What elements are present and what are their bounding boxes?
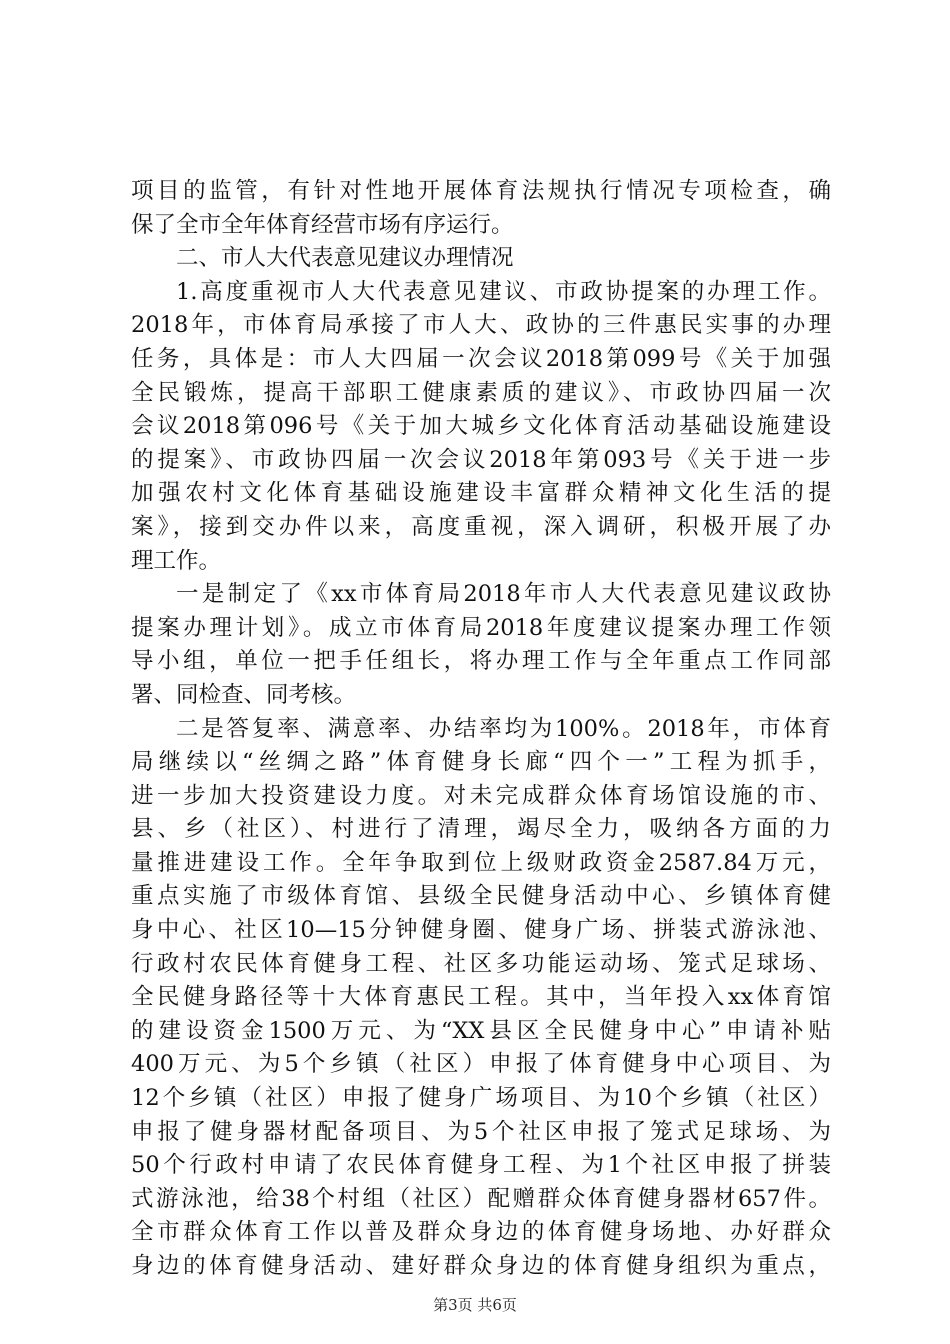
text-line: 项目的监管，有针对性地开展体育法规执行情况专项检查，确 bbox=[131, 178, 831, 204]
text-line: 2018年，市体育局承接了市人大、政协的三件惠民实事的办理 bbox=[131, 312, 831, 339]
text-line: 的提案》、市政协四届一次会议2018年第093号《关于进一步 bbox=[131, 446, 831, 473]
text-line: 提案办理计划》。成立市体育局2018年度建议提案办理工作领 bbox=[131, 614, 831, 641]
text-line: 理工作。 bbox=[131, 547, 222, 574]
text-line: 12个乡镇（社区）申报了健身广场项目、为10个乡镇（社区） bbox=[131, 1085, 831, 1112]
text-line: 局继续以“丝绸之路”体育健身长廊“四个一”工程为抓手， bbox=[131, 749, 831, 776]
text-line: 署、同检查、同考核。 bbox=[131, 681, 357, 708]
text-line: 会议2018第096号《关于加大城乡文化体育活动基础设施建设 bbox=[131, 413, 831, 440]
text-line: 一是制定了《xx市体育局2018年市人大代表意见建议政协 bbox=[176, 581, 831, 608]
text-line: 全市群众体育工作以普及群众身边的体育健身场地、办好群众 bbox=[131, 1219, 831, 1246]
text-line: 量推进建设工作。全年争取到位上级财政资金2587.84万元， bbox=[131, 849, 831, 876]
text-line: 全民锻炼，提高干部职工健康素质的建议》、市政协四届一次 bbox=[131, 379, 831, 406]
document-body bbox=[131, 175, 831, 1284]
text-line: 50个行政村申请了农民体育健身工程、为1个社区申报了拼装 bbox=[131, 1152, 831, 1179]
text-line: 身中心、社区10—15分钟健身圈、健身广场、拼装式游泳池、 bbox=[131, 917, 831, 944]
text-line: 保了全市全年体育经营市场有序运行。 bbox=[131, 211, 514, 238]
text-line: 二、市人大代表意见建议办理情况 bbox=[176, 245, 514, 272]
text-line: 1.高度重视市人大代表意见建议、市政协提案的办理工作。 bbox=[176, 278, 831, 305]
text-line: 400万元、为5个乡镇（社区）申报了体育健身中心项目、为 bbox=[131, 1051, 831, 1078]
text-line: 的建设资金1500万元、为“XX县区全民健身中心”申请补贴 bbox=[131, 1017, 831, 1044]
text-line: 行政村农民体育健身工程、社区多功能运动场、笼式足球场、 bbox=[131, 950, 831, 977]
text-line: 身边的体育健身活动、建好群众身边的体育健身组织为重点， bbox=[131, 1253, 831, 1279]
text-line: 二是答复率、满意率、办结率均为100%。2018年，市体育 bbox=[176, 715, 831, 742]
text-line: 县、乡（社区）、村进行了清理，竭尽全力，吸纳各方面的力 bbox=[131, 816, 831, 843]
text-line: 重点实施了市级体育馆、县级全民健身活动中心、乡镇体育健 bbox=[131, 883, 831, 910]
text-line: 任务，具体是：市人大四届一次会议2018第099号《关于加强 bbox=[131, 345, 831, 372]
text-line: 全民健身路径等十大体育惠民工程。其中，当年投入xx体育馆 bbox=[131, 984, 831, 1011]
text-line: 加强农村文化体育基础设施建设丰富群众精神文化生活的提 bbox=[131, 480, 831, 507]
text-line: 申报了健身器材配备项目、为5个社区申报了笼式足球场、为 bbox=[131, 1118, 831, 1145]
text-line: 导小组，单位一把手任组长，将办理工作与全年重点工作同部 bbox=[131, 648, 831, 675]
text-line: 进一步加大投资建设力度。对未完成群众体育场馆设施的市、 bbox=[131, 782, 831, 809]
page-footer: 第3页 共6页 bbox=[433, 1296, 517, 1314]
text-line: 案》，接到交办件以来，高度重视，深入调研，积极开展了办 bbox=[131, 513, 831, 540]
text-line: 式游泳池，给38个村组（社区）配赠群众体育健身器材657件。 bbox=[131, 1185, 831, 1212]
